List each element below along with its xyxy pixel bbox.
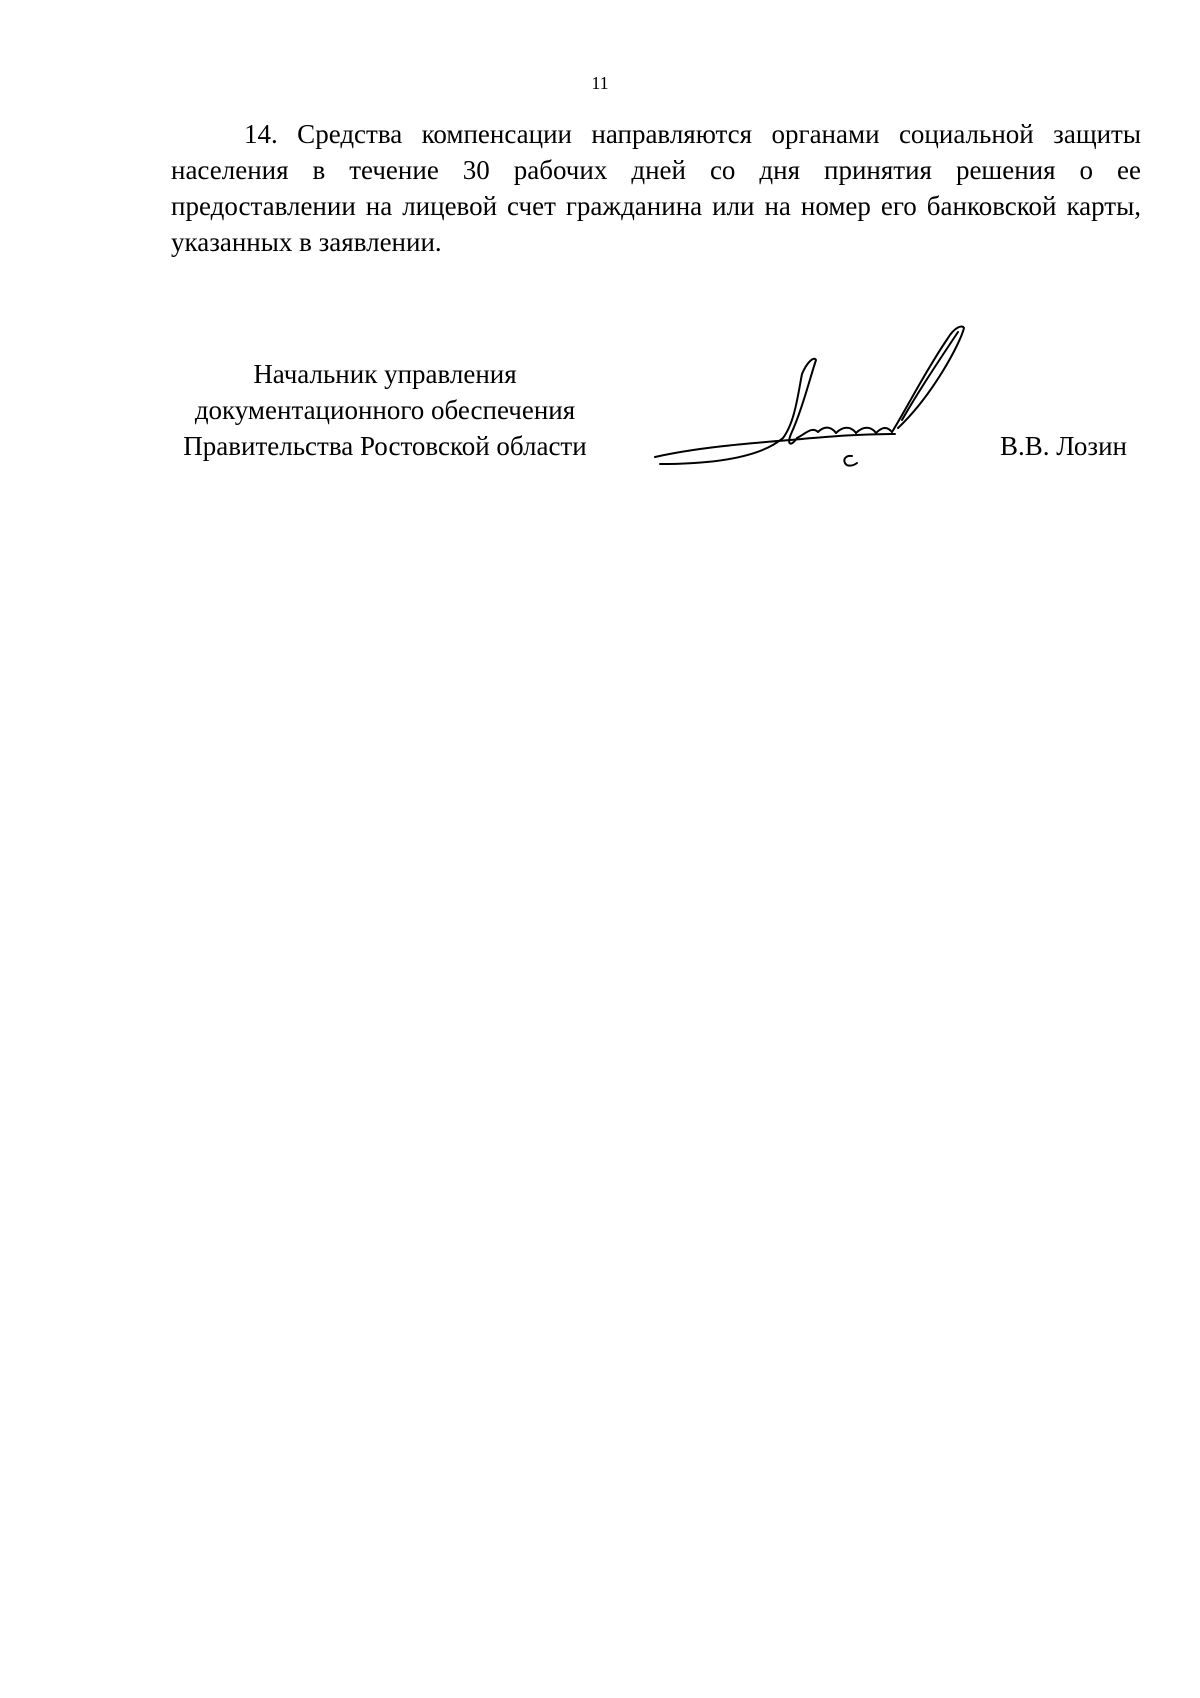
position-line-3: Правительства Ростовской области [183,431,587,461]
handwritten-signature [650,322,970,472]
position-line-2: документационного обеспечения [194,395,576,425]
position-line-1: Начальник управления [253,359,517,389]
signer-name: В.В. Лозин [1000,431,1127,461]
paragraph-14: 14. Средства компенсации направляются органами социальной защиты населения в течение 30 рабочих дней со дня принятия решения о ее предоставлении на лицевой счет гражданина или на номер его банковской карты, указанных в заявлении. [171,119,1141,257]
page-number: 11 [591,73,609,93]
signatory-position [160,356,610,464]
